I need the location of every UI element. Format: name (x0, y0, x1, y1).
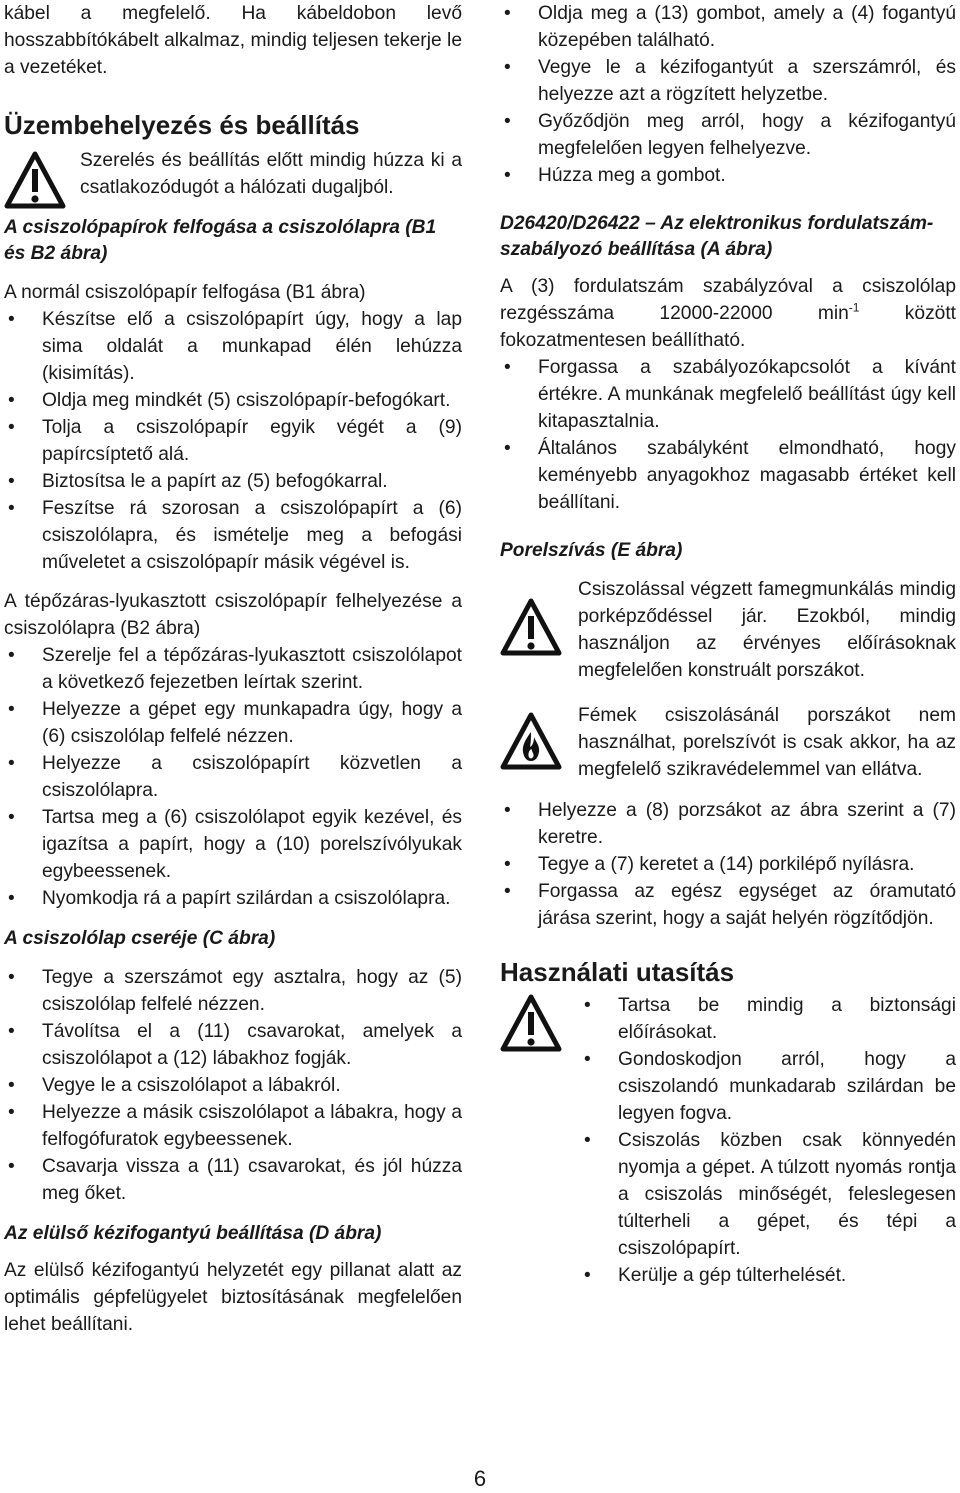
page-number: 6 (473, 1466, 487, 1491)
speed-text-a: A (3) fordulatszám szabályzóval a csiszolólap rezgésszáma 12000-22000 min (500, 276, 956, 324)
pad-heading: A csiszolólap cseréje (C ábra) (4, 928, 276, 949)
usage-block (500, 992, 956, 1289)
speed-unit-exponent: -1 (848, 300, 860, 315)
list-item: • Feszítse rá szorosan a csiszolópapírt a (6) csiszolólapra, és ismételje meg a befogási műveletet a csiszolópapír másik végével is. (4, 495, 462, 576)
list-item: • Tegye a szerszámot egy asztalra, hogy az (5) csiszolólap felfelé nézzen. (4, 964, 462, 1018)
list-item: • Csiszolás közben csak könnyedén nyomja a gépet. A túlzott nyomás rontja a csiszolás minőségét, feleslegesen túlterheli a gépet, és tépi a csiszolópapírt. (580, 1127, 956, 1262)
warning-triangle-icon (500, 598, 562, 656)
list-item: • Vegye le a kézifogantyút a szerszámról, és helyezze azt a rögzített helyzetbe. (500, 54, 956, 108)
list-item: • Kerülje a gép túlterhelését. (580, 1262, 956, 1289)
left-column (4, 0, 462, 1338)
list-item: • Csavarja vissza a (11) csavarokat, és jól húzza meg őket. (4, 1153, 462, 1207)
warning-triangle-icon (500, 994, 562, 1052)
list-item: • Oldja meg a (13) gombot, amely a (4) fogantyú közepében található. (500, 0, 956, 54)
setup-warning-text: Szerelés és beállítás előtt mindig húzza ki a csatlakozódugót a hálózati dugaljból. (80, 150, 462, 198)
list-item: • Vegye le a csiszolólapot a lábakról. (4, 1072, 462, 1099)
velcro-list (4, 642, 462, 912)
list-item: • Tegye a (7) keretet a (14) porkilépő nyílásra. (500, 851, 956, 878)
speed-list (500, 354, 956, 516)
list-item: • Biztosítsa le a papírt az (5) befogókarral. (4, 468, 462, 495)
clamp-normal-title: A normál csiszolópapír felfogása (B1 ábra) (4, 282, 366, 303)
list-item: • Tartsa be mindig a biztonsági előírásokat. (580, 992, 956, 1046)
dust-warning-fire (500, 702, 956, 783)
list-item: • Gondoskodjon arról, hogy a csiszolandó munkadarab szilárdan be legyen fogva. (580, 1046, 956, 1127)
handle-text: Az elülső kézifogantyú helyzetét egy pillanat alatt az optimális gépfelügyelet biztosításának megfelelően lehet beállítani. (4, 1260, 462, 1335)
right-column (500, 0, 956, 1289)
handle-heading: Az elülső kézifogantyú beállítása (D ábra) (4, 1223, 382, 1244)
usage-heading: Használati utasítás (500, 957, 735, 987)
list-item: • Helyezze a csiszolópapírt közvetlen a csiszolólapra. (4, 750, 462, 804)
intro-text: kábel a megfelelő. Ha kábeldobon levő hosszabbítókábelt alkalmaz, mindig teljesen tekerje le a vezetéket. (4, 3, 462, 78)
speed-text (500, 273, 956, 354)
list-item: • Szerelje fel a tépőzáras-lyukasztott csiszolólapot a következő fejezetben leírtak szerint. (4, 642, 462, 696)
clamp-normal-list (4, 306, 462, 576)
fire-warning-icon (500, 712, 562, 770)
warning-triangle-icon (4, 151, 66, 209)
list-item: • Helyezze a másik csiszolólapot a lábakra, hogy a felfogófuratok egybeessenek. (4, 1099, 462, 1153)
list-item: • Húzza meg a gombot. (500, 162, 956, 189)
setup-heading: Üzembehelyezés és beállítás (4, 110, 360, 140)
velcro-title: A tépőzáras-lyukasztott csiszolópapír felhelyezése a csiszolólapra (B2 ábra) (4, 591, 462, 639)
list-item: • Győződjön meg arról, hogy a kézifogantyú megfelelően legyen felhelyezve. (500, 108, 956, 162)
pad-list (4, 964, 462, 1207)
list-item: • Forgassa a szabályozókapcsolót a kívánt értékre. A munkának megfelelő beállítást úgy kell kitapasztalnia. (500, 354, 956, 435)
usage-list (580, 992, 956, 1289)
speed-heading: D26420/D26422 – Az elektronikus fordulatszám-szabályozó beállítása (A ábra) (500, 213, 934, 260)
setup-warning (4, 147, 462, 209)
handle-list (500, 0, 956, 189)
dust-warning-text-2: Fémek csiszolásánál porszákot nem használhat, porelszívót is csak akkor, ha az megfelelő szikravédelemmel van ellátva. (578, 705, 956, 780)
list-item: • Helyezze a (8) porzsákot az ábra szerint a (7) keretre. (500, 797, 956, 851)
speed-text-b: között fokozatmentesen beállítható. (500, 303, 956, 351)
clamp-heading: A csiszolópapírok felfogása a csiszolólapra (B1 és B2 ábra) (4, 217, 437, 264)
list-item: • Helyezze a gépet egy munkapadra úgy, hogy a (6) csiszolólap felfelé nézzen. (4, 696, 462, 750)
dust-heading: Porelszívás (E ábra) (500, 540, 683, 561)
list-item: • Forgassa az egész egységet az óramutató járása szerint, hogy a saját helyén rögzítődjön. (500, 878, 956, 932)
list-item: • Általános szabályként elmondható, hogy keményebb anyagokhoz magasabb értéket kell beállítani. (500, 435, 956, 516)
list-item: • Tartsa meg a (6) csiszolólapot egyik kezével, és igazítsa a papírt, hogy a (10) porelszívólyukak egybeessenek. (4, 804, 462, 885)
list-item: • Készítse elő a csiszolópapírt úgy, hogy a lap sima oldalát a munkapad élén lehúzza (kisimítás). (4, 306, 462, 387)
list-item: • Tolja a csiszolópapír egyik végét a (9) papírcsíptető alá. (4, 414, 462, 468)
dust-warning-general (500, 576, 956, 684)
list-item: • Távolítsa el a (11) csavarokat, amelyek a csiszolólapot a (12) lábakhoz fogják. (4, 1018, 462, 1072)
list-item: • Oldja meg mindkét (5) csiszolópapír-befogókart. (4, 387, 462, 414)
list-item: • Nyomkodja rá a papírt szilárdan a csiszolólapra. (4, 885, 462, 912)
dust-list (500, 797, 956, 932)
dust-warning-text-1: Csiszolással végzett famegmunkálás mindig porképződéssel jár. Ezokból, mindig használjon az érvényes előírásoknak megfelelően konstruált porszákot. (578, 579, 956, 681)
